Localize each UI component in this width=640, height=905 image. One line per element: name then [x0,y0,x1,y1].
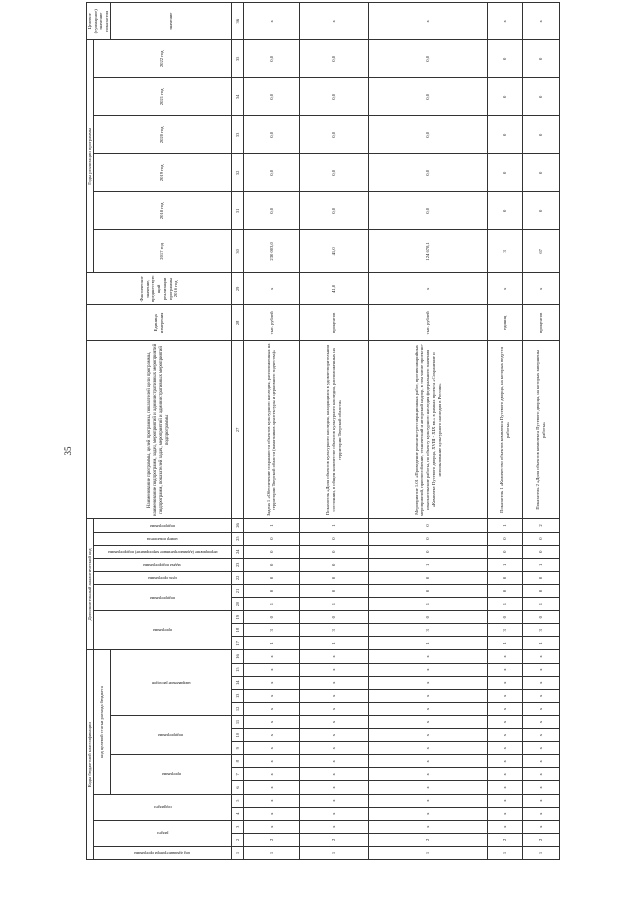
header-2019: 2019 год [93,154,231,192]
code-cell: 0 [368,584,487,597]
code-cell: 0 [243,611,299,624]
column-number: 10 [231,729,243,742]
code-cell: х [522,820,559,833]
year-value: 0 [487,40,522,78]
header-a-meropr-cell [93,545,231,558]
year-value: 0,0 [243,116,299,154]
code-cell: 0 [522,532,559,545]
header-unit: Единица измерения [87,305,232,341]
code-cell: х [522,715,559,728]
column-number: 7 [231,768,243,781]
code-cell: х [487,729,522,742]
year-value: 0 [487,78,522,116]
row-fact: х [522,273,559,305]
column-number: 5 [231,794,243,807]
code-cell: 3 [487,624,522,637]
code-cell: х [522,807,559,820]
code-cell: х [368,650,487,663]
code-cell: х [299,676,368,689]
code-cell: х [299,807,368,820]
year-value: 0 [522,154,559,192]
table-row [368,3,487,860]
header-section-group: код целевой статьи расхода бюджета [93,650,110,794]
column-number-row [231,3,243,860]
column-number: 21 [231,584,243,597]
header-razdel: раздел [156,831,169,837]
header-final-value: значение [110,3,231,40]
column-number: 2 [231,833,243,846]
year-value: 124 678,1 [368,230,487,273]
column-number: 25 [231,532,243,545]
code-cell: х [243,755,299,768]
column-number: 34 [231,78,243,116]
header-codes-group: Коды бюджетной классификации [87,650,94,860]
year-value: 0,0 [368,154,487,192]
year-value: 0,0 [368,40,487,78]
year-value: 0,0 [243,78,299,116]
code-cell: 3 [522,624,559,637]
code-cell: х [299,702,368,715]
table-row [243,3,299,860]
row-name: Показатель 1 «Количество объектов комплекса Путевого дворца, на которых ведутся работы» [487,341,522,519]
code-cell: х [368,663,487,676]
column-number: 18 [231,624,243,637]
code-cell: х [243,794,299,807]
code-cell: 3 [299,624,368,637]
table-row [299,3,368,860]
header-napr-rashodov: направление расходов [151,680,191,686]
year-value: 0 [487,116,522,154]
code-cell: х [522,650,559,663]
code-cell: 0 [299,558,368,571]
column-number: 12 [231,702,243,715]
row-final: х [368,3,487,40]
column-number: 9 [231,742,243,755]
column-number: 35 [231,40,243,78]
header-2021: 2021 год [93,78,231,116]
header-a-1-cell [93,519,231,532]
code-cell: 0 [368,519,487,532]
code-cell: 2 [368,833,487,846]
column-number: 24 [231,545,243,558]
code-cell: х [243,715,299,728]
code-cell: 1 [487,598,522,611]
code-cell: х [368,689,487,702]
header-name-column: Наименование программы, целей программы, показателей цели программы, наименование подпрограмм, задач, мероприятий и административных мероприятий подпрограмм, показателей задач, мероприятий и административных мероприятий подпрограммы [87,341,232,519]
code-cell: х [243,807,299,820]
code-cell: х [522,768,559,781]
column-number: 30 [231,230,243,273]
row-final: х [487,3,522,40]
year-value: 0 [522,78,559,116]
column-number: 29 [231,273,243,305]
code-cell: 3 [243,624,299,637]
code-cell: х [487,794,522,807]
header-fact: Фактическое значение, предшествующий реализации программы 2016 год [87,273,232,305]
row-unit: единиц [487,305,522,341]
header-final-group: Целевое (суммарное) значение показателя [87,3,111,40]
code-cell: х [299,650,368,663]
code-cell: 1 [368,846,487,859]
column-number: 26 [231,519,243,532]
row-unit: процентов [299,305,368,341]
code-cell: х [368,755,487,768]
code-cell: х [522,729,559,742]
year-value: 0,0 [368,116,487,154]
year-value: 3 [487,230,522,273]
code-cell: х [299,729,368,742]
code-cell: 2 [487,833,522,846]
code-cell: 0 [243,584,299,597]
row-name: Показатель «Доля объектов культурного наследия, находящихся в удовлетворительном состоянии, в общем количестве объектов культурного наследия, расположенных на территории Тверской области» [299,341,368,519]
column-number: 32 [231,154,243,192]
code-cell: х [487,702,522,715]
code-cell: х [299,742,368,755]
code-cell: 1 [243,846,299,859]
code-cell: 0 [487,545,522,558]
year-value: 0,0 [299,154,368,192]
header-2017: 2017 год [93,230,231,273]
column-number: 31 [231,192,243,230]
year-value: 41,0 [299,230,368,273]
year-value: 0,0 [243,192,299,230]
header-podrazdel-cell [93,794,231,820]
code-cell: х [522,781,559,794]
column-number: 4 [231,807,243,820]
year-value: 0,0 [243,154,299,192]
code-cell: 1 [299,846,368,859]
code-cell: 1 [299,637,368,650]
row-fact: х [368,273,487,305]
code-cell: х [487,650,522,663]
code-cell: 0 [243,558,299,571]
code-cell: 1 [487,846,522,859]
header-a-1: подпрограмма [149,523,175,529]
code-cell: 0 [368,532,487,545]
code-cell: х [487,663,522,676]
code-cell: 1 [487,637,522,650]
code-cell: 1 [522,637,559,650]
code-cell: х [368,702,487,715]
table-row [522,3,559,860]
code-cell: х [368,676,487,689]
row-final: х [522,3,559,40]
program-table [86,2,560,860]
header-a-zadacha: задача подпрограммы [143,562,182,568]
column-number: 33 [231,116,243,154]
column-number: 15 [231,663,243,676]
row-unit: процентов [522,305,559,341]
code-cell: 0 [522,584,559,597]
code-cell: х [299,794,368,807]
code-cell: 0 [487,611,522,624]
code-cell: х [368,794,487,807]
code-cell: 1 [368,558,487,571]
code-cell: 1 [243,519,299,532]
code-cell: 1 [368,598,487,611]
table-row [487,3,522,860]
code-cell: х [368,715,487,728]
code-cell: х [243,768,299,781]
code-cell: 1 [522,598,559,611]
row-name: Показатель 2 «Доля объектов комплекса Путевого дворца, на которых завершены работы» [522,341,559,519]
code-cell: х [243,742,299,755]
year-value: 0,0 [299,192,368,230]
code-cell: 1 [522,846,559,859]
header-a-zadacha-cell [93,558,231,571]
code-cell: 0 [522,571,559,584]
year-value: 0 [522,192,559,230]
year-value: 67 [522,230,559,273]
code-cell: х [368,820,487,833]
code-cell: 1 [522,558,559,571]
code-cell: 0 [487,532,522,545]
header-a-programma: программа [152,628,172,634]
row-final: х [299,3,368,40]
code-cell: х [243,729,299,742]
header-napr-rashodov-cell [110,650,231,716]
code-cell: х [243,689,299,702]
code-cell: 2 [243,833,299,846]
header-a-podprogramma: подпрограмма [149,595,175,601]
code-cell: х [487,742,522,755]
column-number: 22 [231,571,243,584]
year-value: 0,0 [299,78,368,116]
code-cell: 0 [487,584,522,597]
code-cell: х [299,781,368,794]
code-cell: х [243,702,299,715]
row-name: Мероприятие 1.01 «Проведение ремонтно-реставрационных работ, противоаварийных мероприятий, приспособление, технический и авторский надзор, в том числе проектно-изыскательские работы, по объекту культурного наследия федерального значения «Комплекс Путевого дворца, XVIII - XIX вв.» в рамках проекта «Сохранение и использование культурного наследия в России» [368,341,487,519]
page-number: 35 [63,446,73,456]
code-cell: 0 [522,545,559,558]
code-cell: х [522,742,559,755]
column-number: 11 [231,715,243,728]
code-cell: х [487,820,522,833]
code-cell: 1 [243,637,299,650]
code-cell: 3 [368,624,487,637]
code-cell: х [487,715,522,728]
header-a-meropr: мероприятие (административное мероприятие) подпрограммы [107,549,218,555]
code-cell: 1 [487,558,522,571]
code-cell: 2 [522,833,559,846]
code-cell: х [299,768,368,781]
year-value: 0,0 [299,40,368,78]
code-cell: х [243,650,299,663]
column-number: 20 [231,598,243,611]
code-cell: х [487,689,522,702]
year-value: 0,0 [368,192,487,230]
header-years-group: Годы реализации программы [87,40,94,273]
column-number: 14 [231,676,243,689]
code-cell: х [243,676,299,689]
column-number: 28 [231,305,243,341]
column-number: 1 [231,846,243,859]
code-cell: х [368,742,487,755]
year-value: 0 [522,116,559,154]
code-cell: х [243,820,299,833]
year-value: 0 [487,154,522,192]
header-2020: 2020 год [93,116,231,154]
code-cell: х [368,729,487,742]
code-cell: 0 [243,571,299,584]
header-razdel-cell [93,820,231,846]
header-a-programma-cell [93,611,231,650]
code-cell: х [299,663,368,676]
column-number: 13 [231,689,243,702]
column-number: 27 [231,341,243,519]
header-a-podprogramma-cell [93,584,231,610]
header-programma: программа [161,772,181,778]
header-admin: код администратора программы [134,851,191,856]
year-value: 0 [487,192,522,230]
code-cell: 0 [299,571,368,584]
document-page [86,9,546,860]
header-a-cel: цель программы [147,575,177,581]
code-cell: х [368,781,487,794]
header-podrazdel: подраздел [153,805,172,811]
code-cell: 1 [299,598,368,611]
header-a-cel-cell [93,571,231,584]
header-a-nomer-cell [93,532,231,545]
code-cell: х [522,663,559,676]
row-fact: х [243,273,299,305]
code-cell: х [522,689,559,702]
column-number: 6 [231,781,243,794]
year-value: 0 [522,40,559,78]
code-cell: х [299,820,368,833]
row-unit: тыс. рублей [243,305,299,341]
code-cell: 2 [299,833,368,846]
year-value: 0,0 [299,116,368,154]
code-cell: 0 [243,532,299,545]
header-podprogramma: подпрограмма [158,733,184,739]
code-cell: х [487,676,522,689]
header-programma-cell [110,755,231,794]
code-cell: 1 [368,637,487,650]
row-unit: тыс. рублей [368,305,487,341]
code-cell: 0 [522,611,559,624]
code-cell: 1 [299,519,368,532]
header-admin-cell [93,846,231,859]
code-cell: х [368,768,487,781]
code-cell: 0 [368,571,487,584]
header-analytic-group: Дополнительный аналитический код [87,519,94,650]
code-cell: х [522,676,559,689]
row-final: х [243,3,299,40]
row-fact: х [487,273,522,305]
code-cell: 1 [243,598,299,611]
column-number: 19 [231,611,243,624]
code-cell: х [487,807,522,820]
code-cell: х [368,807,487,820]
column-number: 23 [231,558,243,571]
code-cell: х [487,781,522,794]
row-fact: 41,0 [299,273,368,305]
column-number: 16 [231,650,243,663]
year-value: 0,0 [368,78,487,116]
column-number: 36 [231,3,243,40]
code-cell: 0 [299,584,368,597]
code-cell: х [299,755,368,768]
code-cell: х [299,715,368,728]
year-value: 0,0 [243,40,299,78]
code-cell: 0 [487,571,522,584]
column-number: 17 [231,637,243,650]
column-number: 3 [231,820,243,833]
code-cell: х [487,768,522,781]
code-cell: 0 [368,545,487,558]
code-cell: х [522,702,559,715]
code-cell: 1 [487,519,522,532]
code-cell: 0 [299,545,368,558]
code-cell: х [299,689,368,702]
code-cell: 0 [243,545,299,558]
code-cell: х [522,755,559,768]
code-cell: 0 [299,611,368,624]
rotated-table-wrapper [86,9,546,860]
code-cell: 2 [522,519,559,532]
row-name: Задача 1 «Обеспечение сохранности объектов культурного наследия, расположенных на территории Тверской области (памятников архитектуры и церковного зодчества)» [243,341,299,519]
header-2018: 2018 год [93,192,231,230]
code-cell: 0 [299,532,368,545]
column-number: 8 [231,755,243,768]
header-podprogramma-cell [110,715,231,754]
header-2022: 2022 год [93,40,231,78]
year-value: 230 003,0 [243,230,299,273]
code-cell: х [487,755,522,768]
header-a-nomer: номер показателя [147,536,178,542]
code-cell: х [522,794,559,807]
code-cell: х [243,663,299,676]
code-cell: х [243,781,299,794]
code-cell: 0 [368,611,487,624]
